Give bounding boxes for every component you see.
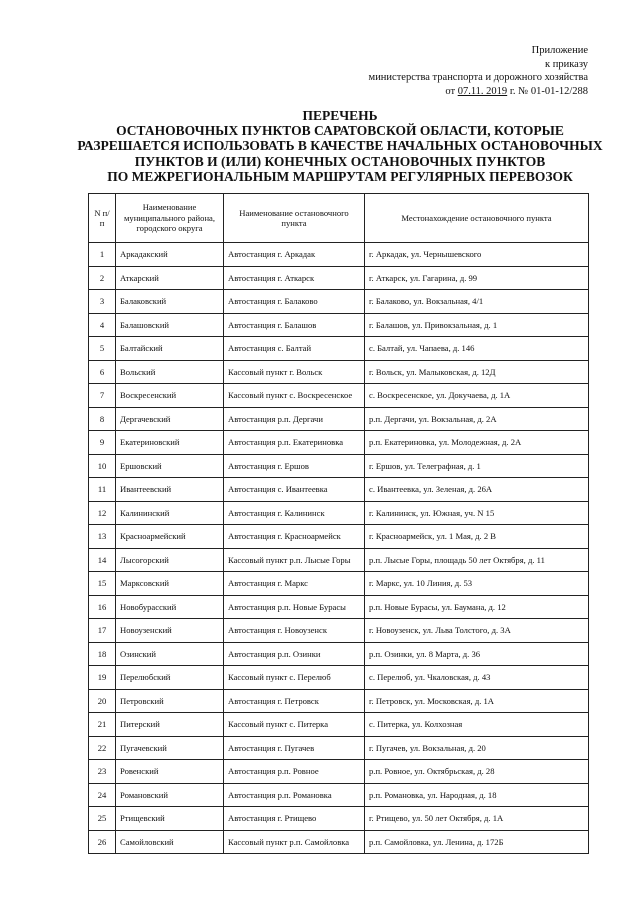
table-row — [89, 384, 589, 408]
row-number: 2 — [89, 266, 116, 290]
stop-location: р.п. Озинки, ул. 8 Марта, д. 36 — [365, 642, 589, 666]
stop-name: Кассовый пункт р.п. Лысые Горы — [224, 548, 365, 572]
appendix-line-3: министерства транспорта и дорожного хозяйства — [368, 72, 588, 83]
table-row — [89, 595, 589, 619]
appendix-line-2: к приказу — [545, 58, 588, 70]
row-number: 13 — [89, 525, 116, 549]
stop-name: Автостанция г. Балаково — [224, 290, 365, 314]
header-district: Наименование муниципального района, городского округа — [116, 194, 224, 243]
table-row — [89, 525, 589, 549]
stop-location: г. Калининск, ул. Южная, уч. N 15 — [365, 501, 589, 525]
bus-stops-table — [88, 193, 589, 854]
stop-location: с. Балтай, ул. Чапаева, д. 146 — [365, 337, 589, 361]
row-number: 26 — [89, 830, 116, 854]
district-name: Балаковский — [116, 290, 224, 314]
stop-name: Кассовый пункт г. Вольск — [224, 360, 365, 384]
stop-name: Автостанция г. Красноармейск — [224, 525, 365, 549]
stop-location: с. Ивантеевка, ул. Зеленая, д. 26А — [365, 478, 589, 502]
table-row — [89, 501, 589, 525]
stop-name: Автостанция р.п. Озинки — [224, 642, 365, 666]
stop-location: г. Аркадак, ул. Чернышевского — [365, 243, 589, 267]
row-number: 8 — [89, 407, 116, 431]
row-number: 19 — [89, 666, 116, 690]
stop-location: г. Ртищево, ул. 50 лет Октября, д. 1А — [365, 807, 589, 831]
district-name: Балтайский — [116, 337, 224, 361]
district-name: Питерский — [116, 713, 224, 737]
table-body — [89, 243, 589, 854]
table-row — [89, 431, 589, 455]
district-name: Пугачевский — [116, 736, 224, 760]
stop-name: Автостанция г. Пугачев — [224, 736, 365, 760]
table-row — [89, 266, 589, 290]
stop-name: Автостанция г. Ершов — [224, 454, 365, 478]
header-number: N п/п — [89, 194, 116, 243]
table-row — [89, 360, 589, 384]
district-name: Ивантеевский — [116, 478, 224, 502]
stop-location: с. Воскресенское, ул. Докучаева, д. 1А — [365, 384, 589, 408]
table-row — [89, 619, 589, 643]
stop-name: Кассовый пункт с. Воскресенское — [224, 384, 365, 408]
table-row — [89, 290, 589, 314]
title-line-1: ПЕРЕЧЕНЬ — [302, 108, 378, 123]
table-row — [89, 243, 589, 267]
stop-location: р.п. Самойловка, ул. Ленина, д. 172Б — [365, 830, 589, 854]
stop-name: Автостанция с. Ивантеевка — [224, 478, 365, 502]
document-title — [60, 108, 620, 184]
stop-location: г. Новоузенск, ул. Льва Толстого, д. 3А — [365, 619, 589, 643]
title-line-4: ПУНКТОВ И (ИЛИ) КОНЕЧНЫХ ОСТАНОВОЧНЫХ ПУНКТОВ — [134, 153, 546, 169]
district-name: Екатериновский — [116, 431, 224, 455]
appendix-number: г. № 01-01-12/288 — [509, 85, 588, 97]
appendix-prefix: от — [445, 85, 456, 97]
district-name: Озинский — [116, 642, 224, 666]
stop-name: Автостанция р.п. Ровное — [224, 760, 365, 784]
district-name: Ершовский — [116, 454, 224, 478]
district-name: Самойловский — [116, 830, 224, 854]
stop-name: Автостанция р.п. Дергачи — [224, 407, 365, 431]
district-name: Ровенский — [116, 760, 224, 784]
table-row — [89, 736, 589, 760]
appendix-line-1: Приложение — [531, 45, 588, 56]
stop-name: Автостанция с. Балтай — [224, 337, 365, 361]
stop-name: Автостанция г. Балашов — [224, 313, 365, 337]
district-name: Вольский — [116, 360, 224, 384]
stop-name: Автостанция г. Аткарск — [224, 266, 365, 290]
stop-name: Автостанция р.п. Екатериновка — [224, 431, 365, 455]
table-row — [89, 689, 589, 713]
district-name: Петровский — [116, 689, 224, 713]
stop-location: г. Балаково, ул. Вокзальная, 4/1 — [365, 290, 589, 314]
stop-name: Автостанция р.п. Романовка — [224, 783, 365, 807]
stop-location: р.п. Ровное, ул. Октябрьская, д. 28 — [365, 760, 589, 784]
table-row — [89, 454, 589, 478]
district-name: Романовский — [116, 783, 224, 807]
table-row — [89, 807, 589, 831]
row-number: 1 — [89, 243, 116, 267]
table-row — [89, 407, 589, 431]
district-name: Новоузенский — [116, 619, 224, 643]
stop-name: Автостанция г. Новоузенск — [224, 619, 365, 643]
table-row — [89, 713, 589, 737]
row-number: 7 — [89, 384, 116, 408]
stop-name: Автостанция г. Ртищево — [224, 807, 365, 831]
district-name: Воскресенский — [116, 384, 224, 408]
stop-name: Автостанция р.п. Новые Бурасы — [224, 595, 365, 619]
row-number: 9 — [89, 431, 116, 455]
table-header-row — [89, 194, 589, 243]
stop-location: г. Вольск, ул. Малыковская, д. 12Д — [365, 360, 589, 384]
row-number: 17 — [89, 619, 116, 643]
district-name: Балашовский — [116, 313, 224, 337]
row-number: 4 — [89, 313, 116, 337]
row-number: 10 — [89, 454, 116, 478]
row-number: 23 — [89, 760, 116, 784]
district-name: Лысогорский — [116, 548, 224, 572]
stop-name: Автостанция г. Калининск — [224, 501, 365, 525]
stop-location: г. Петровск, ул. Московская, д. 1А — [365, 689, 589, 713]
table-row — [89, 666, 589, 690]
table-row — [89, 830, 589, 854]
appendix-block — [369, 44, 588, 98]
appendix-date: 07.11. 2019 — [457, 85, 508, 97]
appendix-order-line — [369, 85, 588, 99]
district-name: Аткарский — [116, 266, 224, 290]
district-name: Ртищевский — [116, 807, 224, 831]
table-row — [89, 572, 589, 596]
district-name: Новобурасский — [116, 595, 224, 619]
table-row — [89, 642, 589, 666]
district-name: Марксовский — [116, 572, 224, 596]
stop-name: Кассовый пункт с. Перелюб — [224, 666, 365, 690]
stop-location: р.п. Романовка, ул. Народная, д. 18 — [365, 783, 589, 807]
row-number: 15 — [89, 572, 116, 596]
stop-location: г. Ершов, ул. Телеграфная, д. 1 — [365, 454, 589, 478]
table-row — [89, 337, 589, 361]
row-number: 12 — [89, 501, 116, 525]
table-row — [89, 478, 589, 502]
stop-name: Автостанция г. Петровск — [224, 689, 365, 713]
stop-location: г. Маркс, ул. 10 Линия, д. 53 — [365, 572, 589, 596]
row-number: 16 — [89, 595, 116, 619]
title-line-5: ПО МЕЖРЕГИОНАЛЬНЫМ МАРШРУТАМ РЕГУЛЯРНЫХ ПЕРЕВОЗОК — [107, 168, 573, 184]
stop-location: р.п. Лысые Горы, площадь 50 лет Октября, д. 11 — [365, 548, 589, 572]
district-name: Калининский — [116, 501, 224, 525]
stop-location: г. Аткарск, ул. Гагарина, д. 99 — [365, 266, 589, 290]
table-row — [89, 783, 589, 807]
row-number: 22 — [89, 736, 116, 760]
row-number: 20 — [89, 689, 116, 713]
row-number: 21 — [89, 713, 116, 737]
stop-name: Автостанция г. Маркс — [224, 572, 365, 596]
row-number: 18 — [89, 642, 116, 666]
stop-location: р.п. Новые Бурасы, ул. Баумана, д. 12 — [365, 595, 589, 619]
table-row — [89, 548, 589, 572]
stop-location: с. Перелюб, ул. Чкаловская, д. 43 — [365, 666, 589, 690]
stop-location: г. Пугачев, ул. Вокзальная, д. 20 — [365, 736, 589, 760]
row-number: 6 — [89, 360, 116, 384]
row-number: 14 — [89, 548, 116, 572]
header-location: Местонахождение остановочного пункта — [365, 194, 589, 243]
stop-location: с. Питерка, ул. Колхозная — [365, 713, 589, 737]
stop-location: р.п. Дергачи, ул. Вокзальная, д. 2А — [365, 407, 589, 431]
district-name: Аркадакский — [116, 243, 224, 267]
row-number: 11 — [89, 478, 116, 502]
title-line-2: ОСТАНОВОЧНЫХ ПУНКТОВ САРАТОВСКОЙ ОБЛАСТИ, КОТОРЫЕ — [116, 123, 564, 139]
row-number: 24 — [89, 783, 116, 807]
district-name: Красноармейский — [116, 525, 224, 549]
row-number: 25 — [89, 807, 116, 831]
stop-name: Кассовый пункт с. Питерка — [224, 713, 365, 737]
stop-location: р.п. Екатериновка, ул. Молодежная, д. 2А — [365, 431, 589, 455]
title-line-3: РАЗРЕШАЕТСЯ ИСПОЛЬЗОВАТЬ В КАЧЕСТВЕ НАЧАЛЬНЫХ ОСТАНОВОЧНЫХ — [77, 138, 603, 154]
row-number: 3 — [89, 290, 116, 314]
stop-location: г. Красноармейск, ул. 1 Мая, д. 2 В — [365, 525, 589, 549]
table-row — [89, 760, 589, 784]
table-row — [89, 313, 589, 337]
district-name: Перелюбский — [116, 666, 224, 690]
district-name: Дергачевский — [116, 407, 224, 431]
header-stop-name: Наименование остановочного пункта — [224, 194, 365, 243]
row-number: 5 — [89, 337, 116, 361]
stop-name: Кассовый пункт р.п. Самойловка — [224, 830, 365, 854]
stop-location: г. Балашов, ул. Привокзальная, д. 1 — [365, 313, 589, 337]
stop-name: Автостанция г. Аркадак — [224, 243, 365, 267]
